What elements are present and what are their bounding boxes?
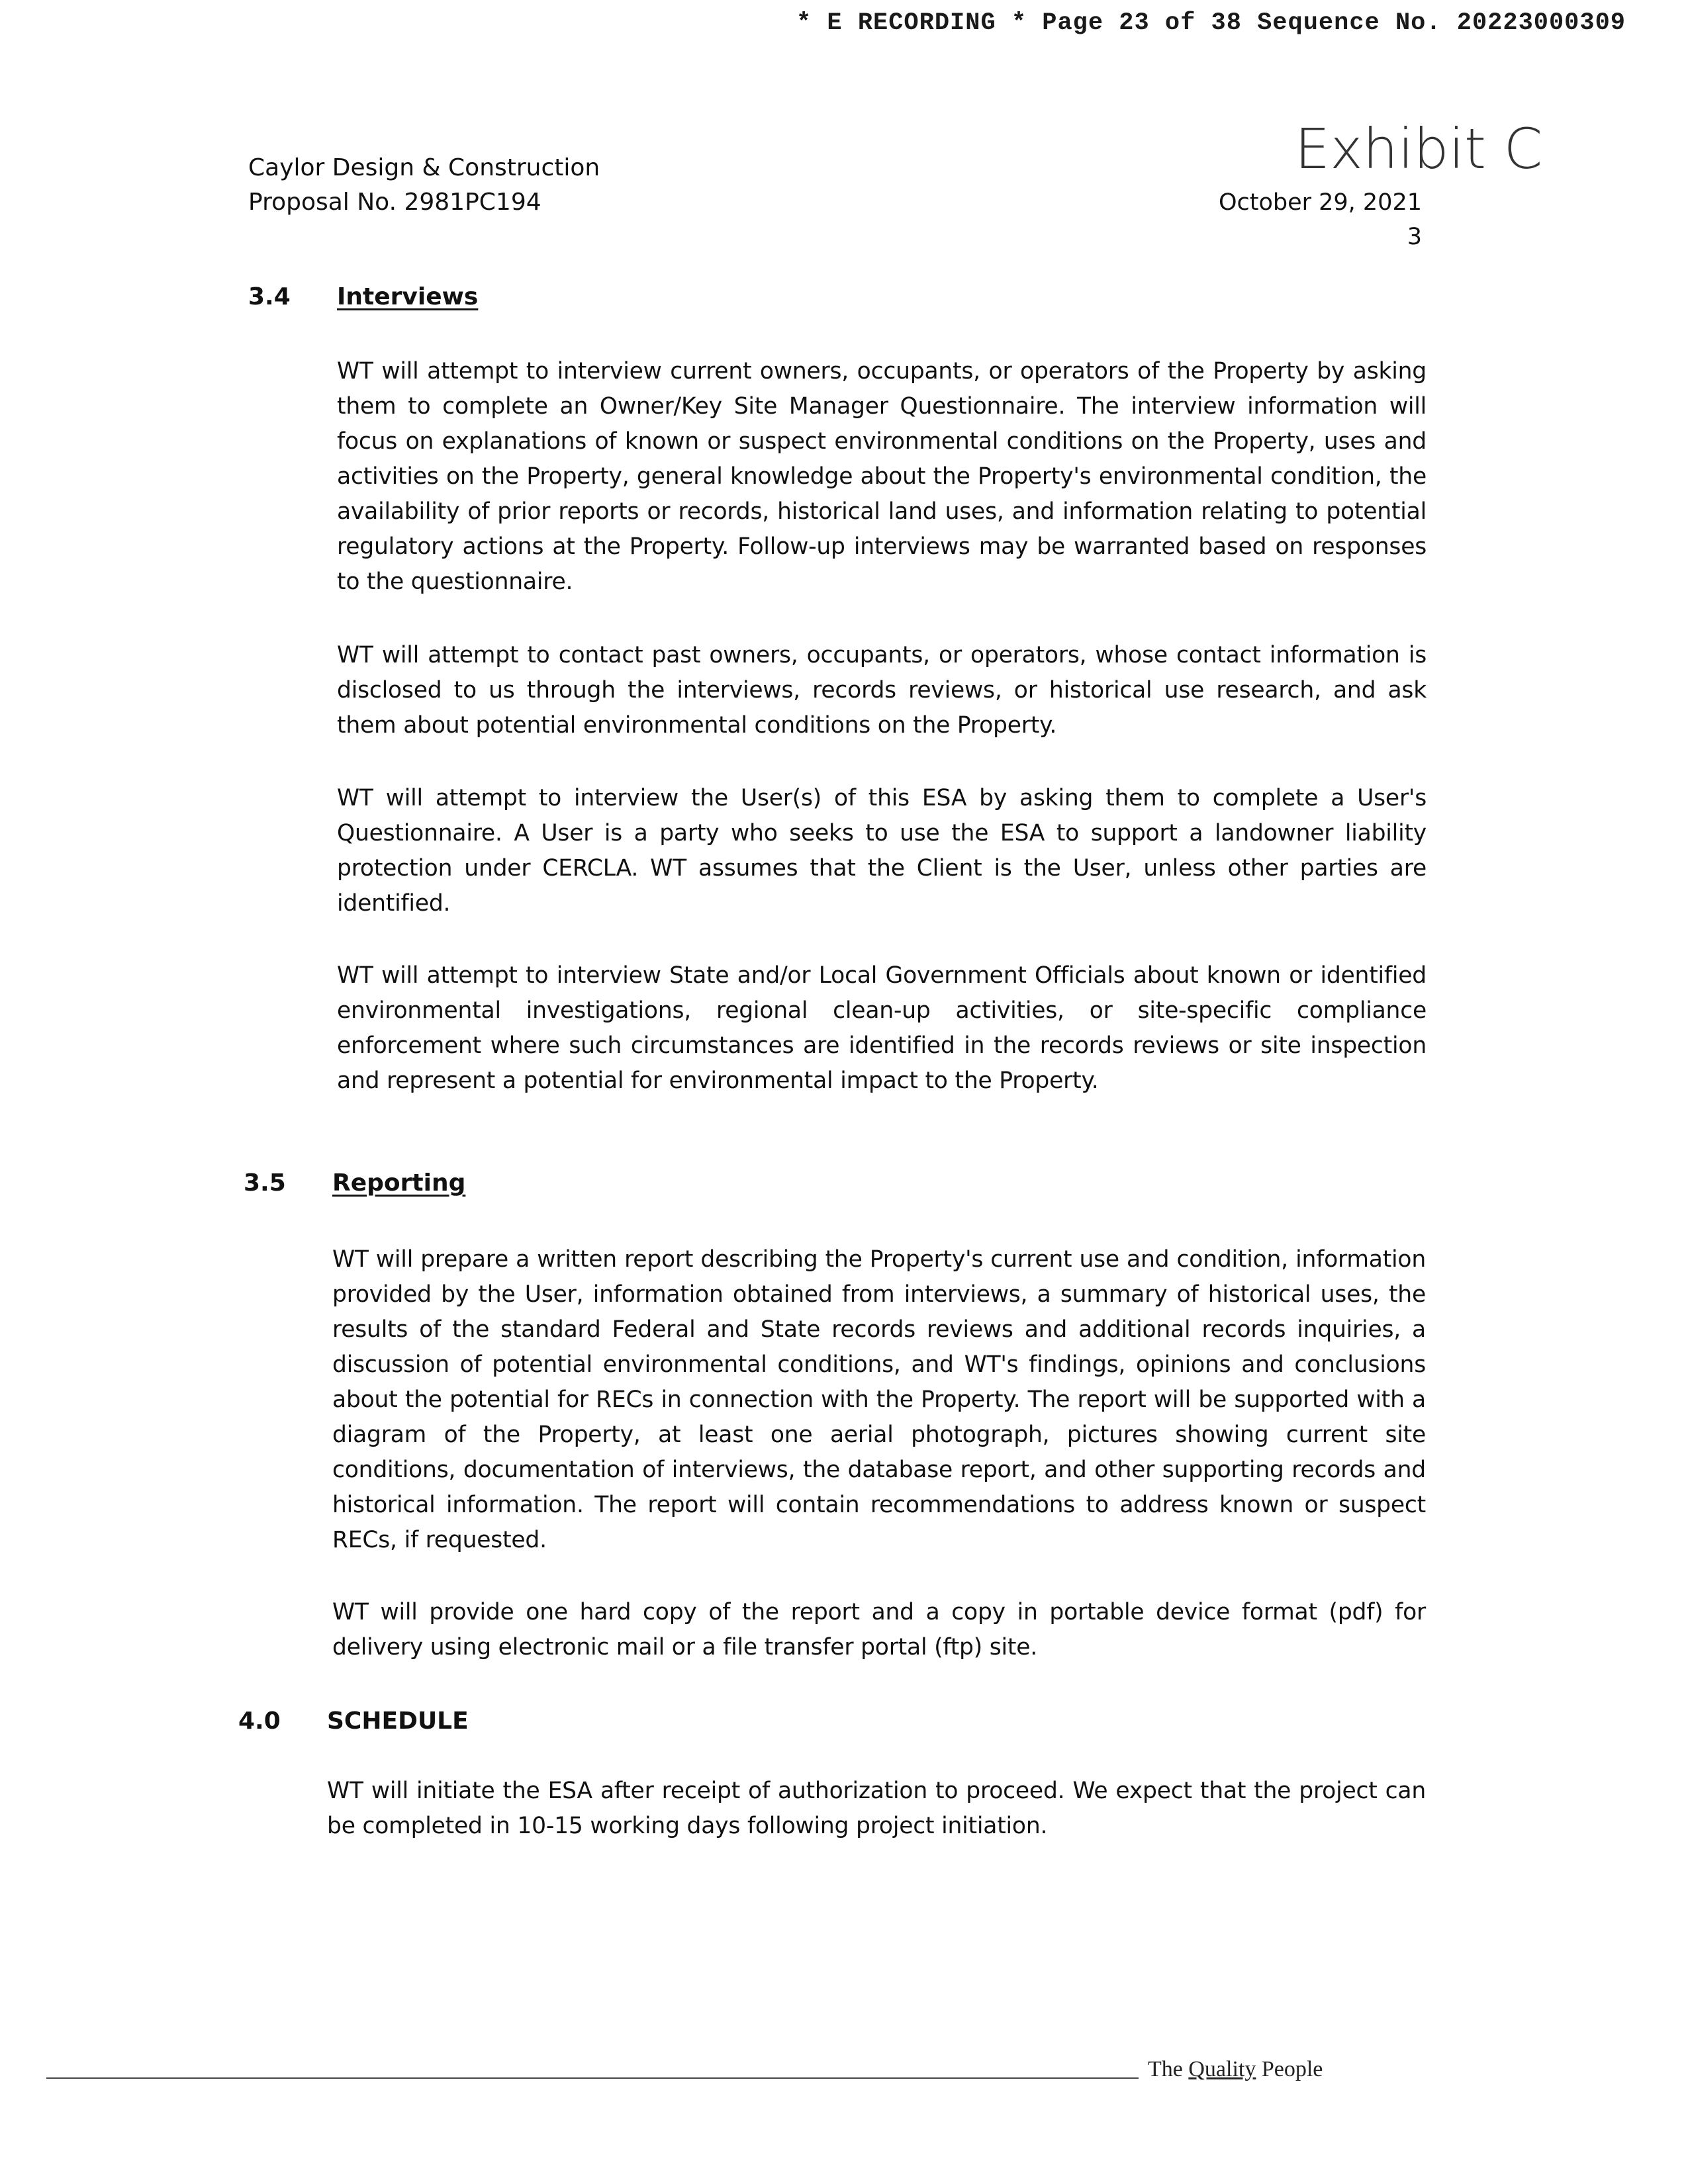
paragraph: WT will attempt to contact past owners, occupants, or operators, whose contact information is disclosed to us through the interviews, records reviews, or historical use research, and ask them about potential environmental conditions on the Property. [337, 642, 1427, 739]
footer-tagline [1148, 2057, 1323, 2082]
footer-suffix: People [1256, 2057, 1323, 2081]
recording-header: * E RECORDING * Page 23 of 38 Sequence No. 20223000309 [796, 9, 1626, 37]
company-name: Caylor Design & Construction [248, 154, 600, 181]
paragraph: WT will attempt to interview State and/or Local Government Officials about known or identified environmental investigations, regional clean-up activities, or site-specific compliance enforcement where such circumstances are identified in the records reviews or site inspection and represent a potential for environmental impact to the Property. [337, 962, 1427, 1094]
footer-rule [46, 2077, 1139, 2079]
footer-prefix: The [1148, 2057, 1189, 2081]
page-number: 3 [1407, 224, 1422, 250]
proposal-number: Proposal No. 2981PC194 [248, 189, 541, 216]
section-title: Interviews [337, 283, 479, 310]
section-number: 3.5 [244, 1169, 286, 1197]
paragraph: WT will attempt to interview current owners, occupants, or operators of the Property by asking them to complete an Owner/Key Site Manager Questionnaire. The interview information will focus on explanations of known or suspect environmental conditions on the Property, uses and activities on the Property, general knowledge about the Property's environmental condition, the availability of prior reports or records, historical land uses, and information relating to potential regulatory actions at the Property. Follow-up interviews may be warranted based on responses to the questionnaire. [337, 358, 1427, 595]
section-number: 3.4 [248, 283, 291, 310]
section-heading-3-4 [248, 283, 645, 316]
document-date: October 29, 2021 [1218, 189, 1422, 216]
date-block [1219, 185, 1422, 254]
footer-highlight: Quality [1188, 2057, 1256, 2081]
paragraph: WT will provide one hard copy of the report and a copy in portable device format (pdf) for delivery using electronic mail or a file transfer portal (ftp) site. [332, 1599, 1426, 1661]
paragraph: WT will prepare a written report describing the Property's current use and condition, information provided by the User, information obtained from interviews, a summary of historical uses, the results of the standard Federal and State records reviews and additional records inquiries, a discussion of potential environmental conditions, and WT's findings, opinions and conclusions about the potential for RECs in connection with the Property. The report will be supported with a diagram of the Property, at least one aerial photograph, pictures showing current site conditions, documentation of interviews, the database report, and other supporting records and historical information. The report will contain recommendations to address known or suspect RECs, if requested. [332, 1246, 1426, 1553]
paragraph: WT will attempt to interview the User(s) of this ESA by asking them to complete a User's Questionnaire. A User is a party who seeks to use the ESA to support a landowner liability protection under CERCLA. WT assumes that the Client is the User, unless other parties are identified. [337, 785, 1427, 917]
exhibit-label: Exhibit C [1295, 116, 1543, 181]
section-number: 4.0 [238, 1707, 281, 1735]
section-title: Reporting [332, 1169, 466, 1197]
section-heading-4-0 [238, 1707, 635, 1741]
company-block [248, 151, 600, 220]
section-heading-3-5 [244, 1169, 641, 1203]
paragraph: WT will initiate the ESA after receipt of authorization to proceed. We expect that the project can be completed in 10-15 working days following project initiation. [327, 1778, 1426, 1839]
section-title: SCHEDULE [327, 1707, 469, 1735]
